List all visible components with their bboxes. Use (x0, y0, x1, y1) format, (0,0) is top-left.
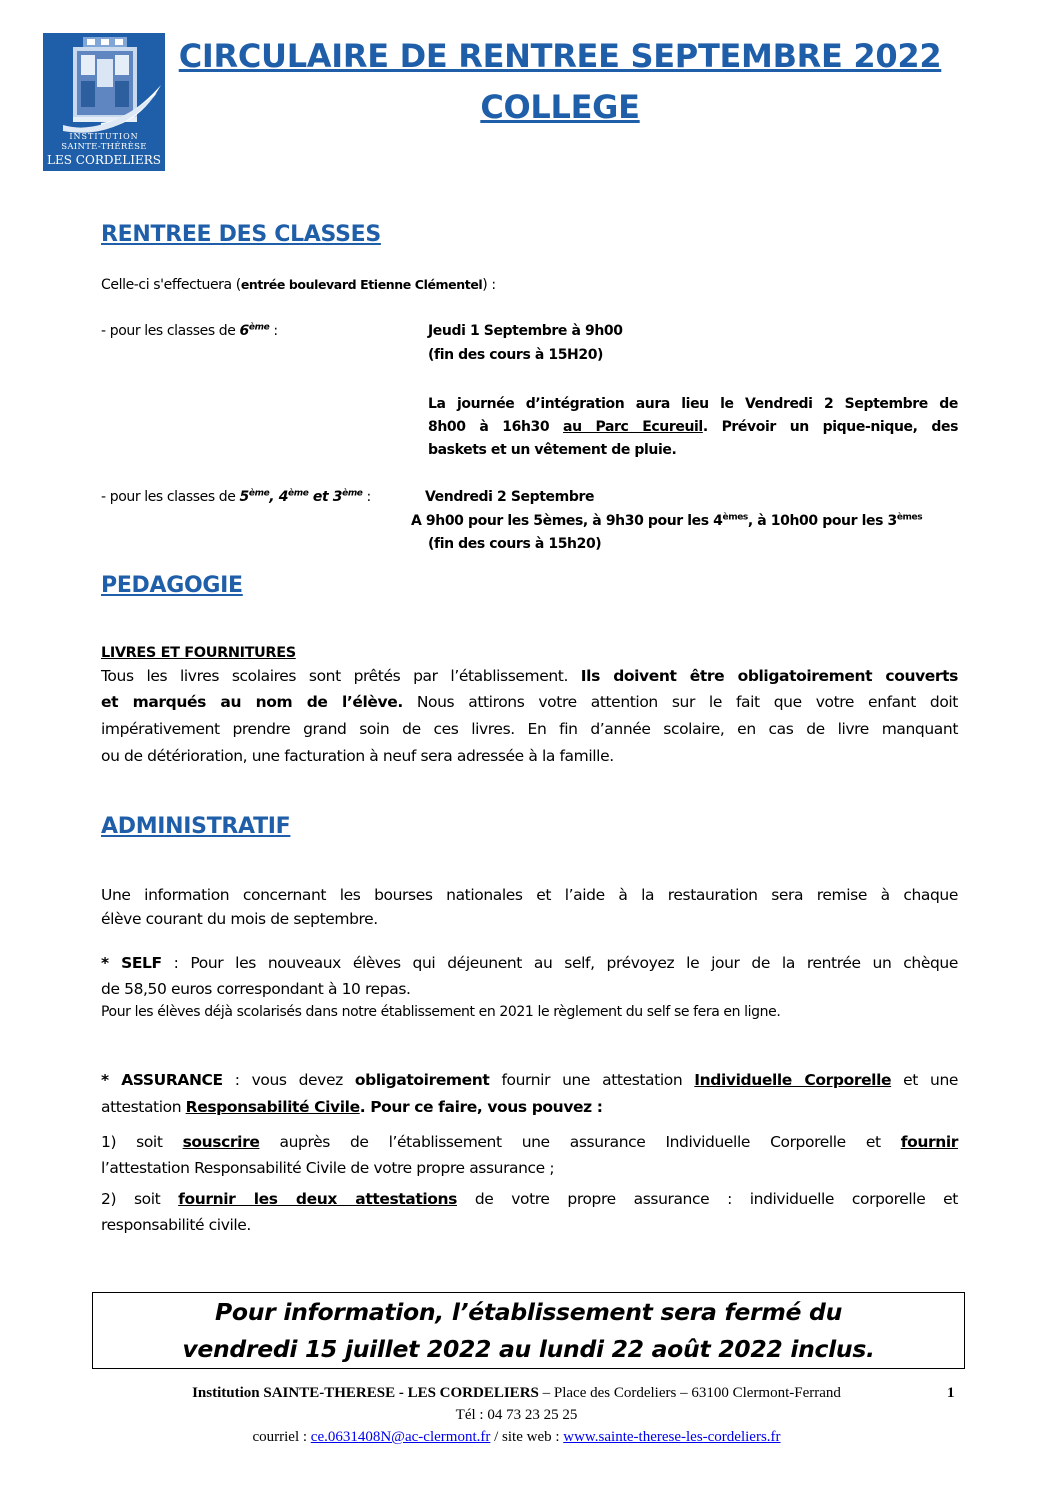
livres-line-4: ou de détérioration, une facturation à neuf sera adressée à la famille. (101, 747, 614, 765)
option-2-line-1 (101, 1189, 958, 1209)
assurance-options-intro: . Pour ce faire, vous pouvez : (359, 1098, 603, 1116)
assurance-text-2: fournir une attestation (489, 1071, 695, 1089)
self-line-3: Pour les élèves déjà scolarisés dans notre établissement en 2021 le règlement du self se fera en ligne. (101, 1004, 781, 1020)
integration-advice: . Prévoir un pique-nique, des (702, 419, 958, 435)
others-end-time: (fin des cours à 15h20) (428, 536, 602, 552)
institution-logo (43, 33, 165, 171)
assurance-individuelle: Individuelle Corporelle (694, 1071, 892, 1089)
option-1-text: auprès de l’établissement une assurance Individuelle Corporelle et (259, 1133, 901, 1151)
integration-line-2 (428, 418, 958, 437)
others-colon: : (362, 489, 371, 505)
option-1-line-2: l’attestation Responsabilité Civile de votre propre assurance ; (101, 1159, 555, 1177)
livres-line-2 (101, 692, 958, 712)
footer-email-link[interactable]: ce.0631408N@ac-clermont.fr (310, 1429, 491, 1445)
rentree-intro (101, 275, 496, 295)
others-times-text: A 9h00 pour les 5èmes, à 9h30 pour les 4 (411, 513, 723, 529)
logo-line-institution: INSTITUTION (69, 132, 139, 141)
option-2-text: de votre propre assurance : individuelle corporelle et (456, 1190, 958, 1208)
assurance-responsabilite: Responsabilité Civile (185, 1098, 360, 1116)
sixieme-date: Jeudi 1 Septembre à 9h00 (428, 323, 623, 339)
section-heading-pedagogie: PEDAGOGIE (101, 573, 243, 598)
others-and: et (308, 489, 333, 505)
footer-contact (100, 1428, 933, 1447)
assurance-line-1 (101, 1070, 958, 1090)
livres-obligation: Ils doivent être obligatoirement couverts (580, 667, 958, 685)
integration-hours: 8h00 à 16h30 (428, 419, 564, 435)
intro-entrance: entrée boulevard Etienne Clémentel (240, 277, 483, 292)
logo-line-sainte-therese: SAINTE-THÉRÈSE (61, 142, 147, 152)
option-1-fournir: fournir (900, 1133, 958, 1151)
others-times-sup-4: èmes (722, 512, 748, 523)
others-prefix: - pour les classes de (101, 489, 240, 505)
quatrieme-number: 4 (278, 489, 289, 505)
bourses-line-1: Une information concernant les bourses nationales et l’aide à la restauration sera remise à chaque (101, 886, 958, 904)
option-1-line-1 (101, 1132, 958, 1152)
sixieme-colon: : (269, 323, 278, 339)
sixieme-number: 6 (239, 323, 249, 339)
integration-line-3: baskets et un vêtement de pluie. (428, 442, 677, 458)
sixieme-end-time: (fin des cours à 15H20) (428, 347, 604, 363)
page-number: 1 (947, 1385, 955, 1401)
livres-line-1 (101, 666, 958, 686)
intro-text-end: ) : (482, 277, 496, 293)
self-text: : Pour les nouveaux élèves qui déjeunent au self, prévoyez le jour de la rentrée un chèque (161, 954, 958, 972)
others-date: Vendredi 2 Septembre (425, 489, 595, 505)
sixieme-prefix: - pour les classes de (101, 323, 240, 339)
others-times-sup-3: èmes (896, 512, 923, 523)
closure-notice-line-2: vendredi 15 juillet 2022 au lundi 22 août 2022 inclus. (182, 1335, 875, 1363)
assurance-obligatoire: obligatoirement (354, 1071, 490, 1089)
others-times-text-2: , à 10h00 pour les 3 (747, 513, 897, 529)
cinquieme-sup: ème (248, 488, 270, 499)
subheading-livres: LIVRES ET FOURNITURES (101, 645, 296, 661)
livres-text: Tous les livres scolaires sont prêtés par l’établissement. (101, 667, 581, 685)
livres-marquage: et marqués au nom de l’élève. (101, 693, 403, 711)
footer-web-label: / site web : (490, 1429, 564, 1445)
livres-attention: Nous attirons votre attention sur le fait que votre enfant doit (402, 693, 958, 711)
footer-institution-name: Institution SAINTE-THERESE - LES CORDELIERS (192, 1385, 539, 1401)
others-label (101, 488, 371, 507)
page-title-line-2: COLLEGE (480, 88, 640, 126)
option-2-prefix: 2) soit (101, 1190, 179, 1208)
assurance-line-2 (101, 1097, 603, 1117)
intro-text: Celle-ci s'effectuera ( (101, 277, 241, 293)
assurance-text: : vous devez (222, 1071, 355, 1089)
option-2-fournir: fournir les deux attestations (178, 1190, 457, 1208)
assurance-attestation: attestation (101, 1098, 186, 1116)
footer-mail-label: courriel : (252, 1429, 311, 1445)
sixieme-label (101, 322, 278, 341)
integration-place: au Parc Ecureuil (563, 419, 703, 435)
sixieme-sup: ème (248, 322, 270, 333)
quatrieme-sup: ème (288, 488, 309, 499)
cinquieme-number: 5 (239, 489, 249, 505)
footer-address (100, 1384, 933, 1403)
bourses-line-2: élève courant du mois de septembre. (101, 910, 378, 928)
others-times (411, 512, 922, 531)
option-1-prefix: 1) soit (101, 1133, 183, 1151)
assurance-label: * ASSURANCE (101, 1071, 223, 1089)
page-title-line-1: CIRCULAIRE DE RENTREE SEPTEMBRE 2022 (178, 37, 942, 75)
others-comma: , (269, 489, 279, 505)
integration-line-1: La journée d’intégration aura lieu le Vendredi 2 Septembre de (428, 396, 958, 412)
self-line-1 (101, 953, 958, 973)
option-1-souscrire: souscrire (182, 1133, 260, 1151)
logo-line-les-cordeliers: LES CORDELIERS (47, 153, 161, 167)
option-2-line-2: responsabilité civile. (101, 1216, 251, 1234)
footer-phone: Tél : 04 73 23 25 25 (455, 1407, 578, 1423)
troisieme-sup: ème (342, 488, 363, 499)
section-heading-rentree: RENTREE DES CLASSES (101, 222, 381, 247)
self-line-2: de 58,50 euros correspondant à 10 repas. (101, 980, 411, 998)
assurance-text-3: et une (891, 1071, 959, 1089)
footer-website-link[interactable]: www.sainte-therese-les-cordeliers.fr (563, 1429, 781, 1445)
footer-address-text: – Place des Cordeliers – 63100 Clermont-Ferrand (538, 1385, 841, 1401)
closure-notice-line-1: Pour information, l’établissement sera fermé du (214, 1298, 843, 1326)
troisieme-number: 3 (332, 489, 343, 505)
self-label: * SELF (101, 954, 162, 972)
livres-line-3: impérativement prendre grand soin de ces livres. En fin d’année scolaire, en cas de livre manquant (101, 720, 958, 738)
section-heading-administratif: ADMINISTRATIF (101, 814, 291, 839)
